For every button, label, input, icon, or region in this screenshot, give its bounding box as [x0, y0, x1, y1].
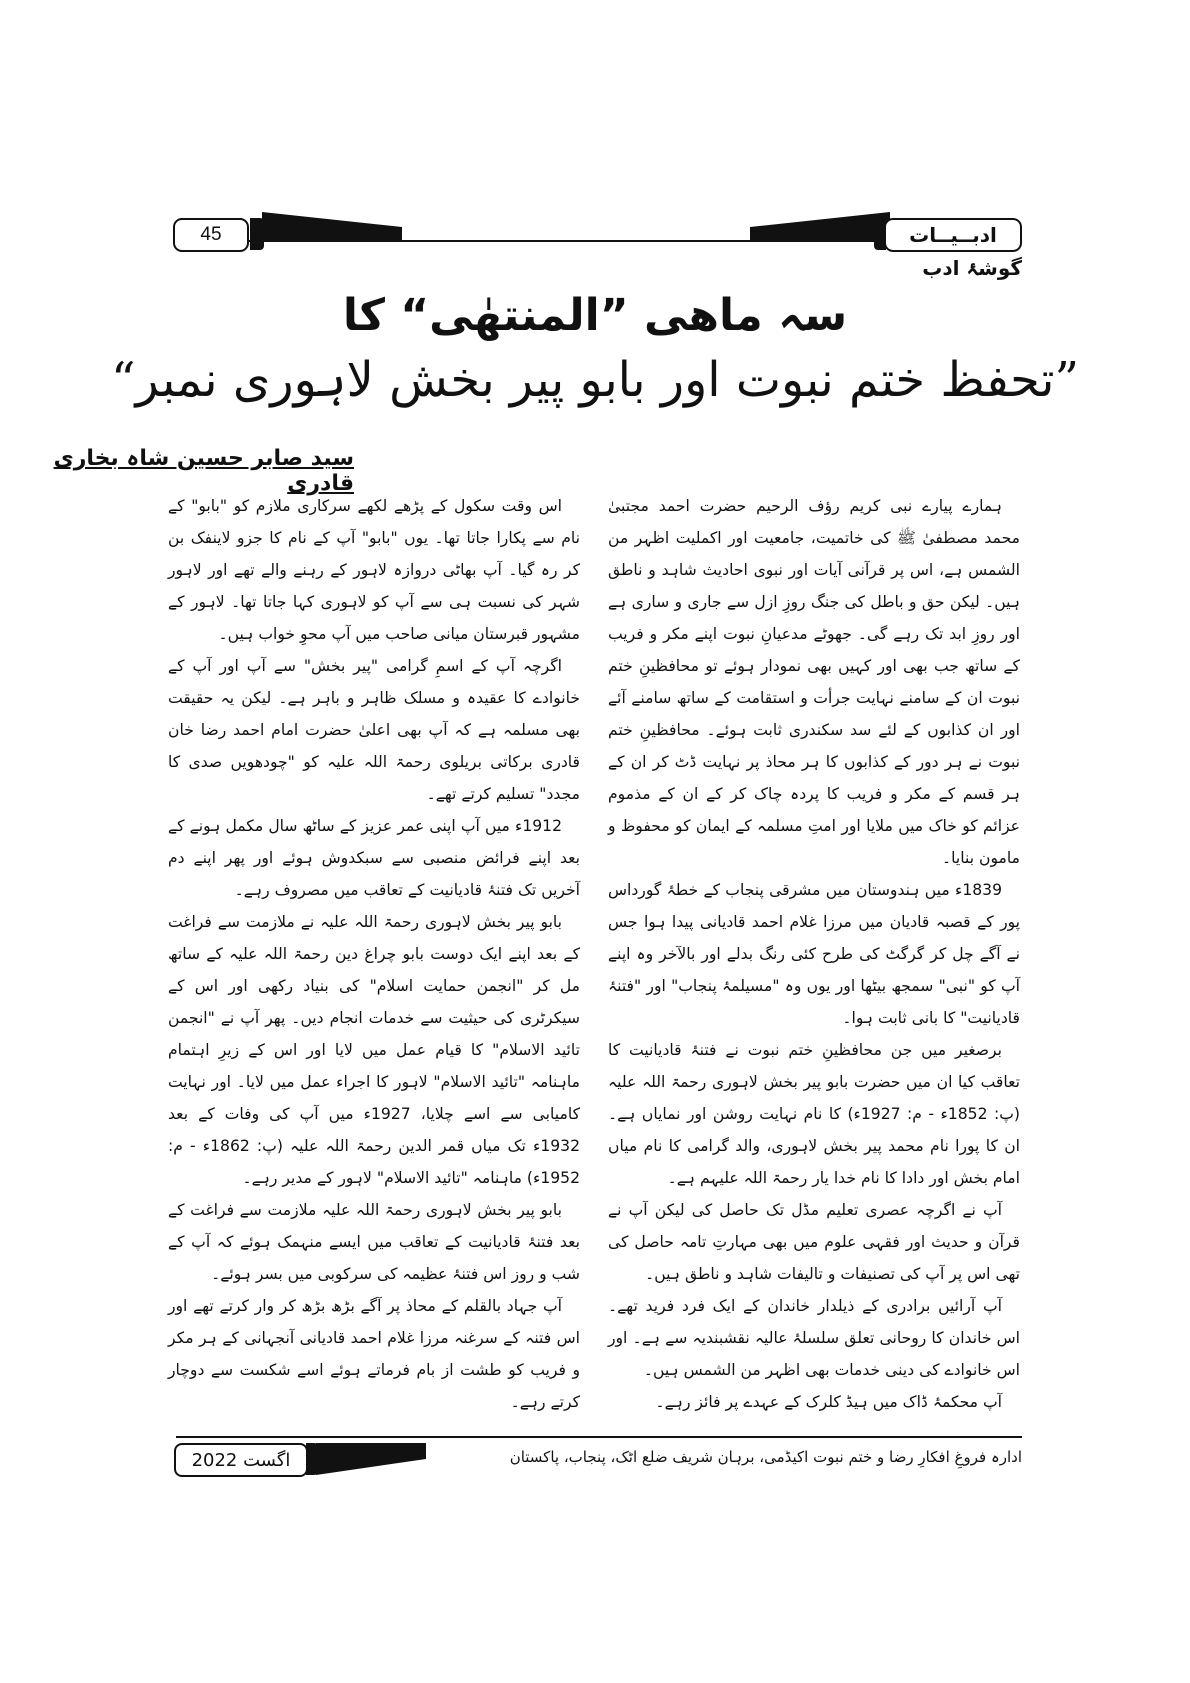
article-author: سید صابر حسین شاہ بخاری قادری — [53, 446, 354, 496]
paragraph: بابو پیر بخش لاہوری رحمۃ اللہ علیہ نے ملازمت سے فراغت کے بعد اپنے ایک دوست بابو چراغ دین رحمۃ اللہ علیہ کے ساتھ مل کر "انجمن حمایت اسلام" کی بنیاد رکھی اور اس کے سیکرٹری کی حیثیت سے خدمات انجام دیں۔ پھر آپ نے "انجمن تائید الاسلام" کا قیام عمل میں لایا اور اس کے زیرِ اہتمام ماہنامہ "تائید الاسلام" لاہور کا اجراء عمل میں لایا۔ اور نہایت کامیابی سے اسے چلایا، 1927ء میں آپ کی وفات کے بعد 1932ء تک میاں قمر الدین رحمۃ اللہ علیہ (پ: 1862ء - م: 1952ء) ماہنامہ "تائید الاسلام" لاہور کے مدیر رہے۔ — [168, 912, 580, 1187]
paragraph: بابو پیر بخش لاہوری رحمۃ اللہ علیہ ملازمت سے فراغت کے بعد فتنۂ قادیانیت کے تعاقب میں ایسے منہمک ہوئے کہ آپ کے شب و روز اس فتنۂ عظیمہ کی سرکوبی میں بسر ہوئے۔ — [168, 1200, 580, 1283]
paragraph: ہمارے پیارے نبی کریم رؤف الرحیم حضرت احمد مجتبیٰ محمد مصطفیٰ ﷺ کی خاتمیت، جامعیت اور اکملیت اظہر من الشمس ہے، اس پر قرآنی آیات اور نبوی احادیث شاہد و ناطق ہیں۔ لیکن حق و باطل کی جنگ روزِ ازل سے جاری و ساری ہے اور روزِ ابد تک رہے گی۔ جھوٹے مدعیانِ نبوت اپنے مکر و فریب کے ساتھ جب بھی اور کہیں بھی نمودار ہوئے تو محافظینِ ختم نبوت ان کے سامنے نہایت جرأت و استقامت کے ساتھ سامنے آئے اور ان کذابوں کے لئے سد سکندری ثابت ہوئے۔ محافظینِ ختم نبوت نے ہر دور کے کذابوں کا ہر محاذ پر نہایت ڈٹ کر ان کے ہر قسم کے مکر و فریب کا پردہ چاک کر کے ان کے مذموم عزائم کو خاک میں ملایا اور امتِ مسلمہ کے ایمان کو محفوظ و مامون بنایا۔ — [608, 497, 1020, 867]
header-right-wedge — [750, 212, 890, 242]
paragraph: 1839ء میں ہندوستان میں مشرقی پنجاب کے خطۂ گورداس پور کے قصبہ قادیان میں مرزا غلام احمد قادیانی پیدا ہوا جس نے آگے چل کر گرگٹ کی طرح کئی رنگ بدلے اور بالآخر وہ اپنے آپ کو "نبی" سمجھ بیٹھا اور یوں وہ "مسیلمۂ پنجاب" اور "فتنۂ قادیانیت" کا بانی ثابت ہوا۔ — [608, 880, 1020, 1027]
paragraph: 1912ء میں آپ اپنی عمر عزیز کے ساٹھ سال مکمل ہونے کے بعد اپنے فرائض منصبی سے سبکدوش ہوئے اور پھر اپنے دم آخریں تک فتنۂ قادیانیت کے تعاقب میں مصروف رہے۔ — [168, 816, 580, 899]
page-number: 45 — [173, 218, 249, 252]
paragraph: اگرچہ آپ کے اسمِ گرامی "پیر بخش" سے آپ اور آپ کے خانوادے کا عقیدہ و مسلک ظاہر و باہر ہے۔ لیکن یہ حقیقت بھی مسلمہ ہے کہ آپ بھی اعلیٰ حضرت امام احمد رضا خان قادری برکاتی بریلوی رحمۃ اللہ علیہ کو "چودھویں صدی کا مجدد" تسلیم کرتے تھے۔ — [168, 656, 580, 803]
paragraph: آپ نے اگرچہ عصری تعلیم مڈل تک حاصل کی لیکن آپ نے قرآن و حدیث اور فقہی علوم میں بھی مہارتِ تامہ حاصل کی تھی اس پر آپ کی تصنیفات و تالیفات شاہد و ناطق ہیں۔ — [608, 1200, 1020, 1283]
article-title-line2: ”تحفظ ختم نبوت اور بابو پیر بخش لاہوری نمبر“ — [110, 352, 1080, 408]
right-column — [608, 491, 1020, 1419]
footer-wedge — [316, 1443, 426, 1475]
section-label: ادبــیــات — [884, 218, 1022, 252]
paragraph: آپ محکمۂ ڈاک میں ہیڈ کلرک کے عہدے پر فائز رہے۔ — [655, 1392, 1002, 1411]
left-column — [168, 491, 580, 1419]
paragraph: برصغیر میں جن محافظینِ ختم نبوت نے فتنۂ قادیانیت کا تعاقب کیا ان میں حضرت بابو پیر بخش لاہوری رحمۃ اللہ علیہ (پ: 1852ء - م: 1927ء) کا نام نہایت روشن اور نمایاں ہے۔ ان کا پورا نام محمد پیر بخش لاہوری، والد گرامی کا نام میاں امام بخش اور دادا کا نام خدا یار رحمۃ اللہ علیہم ہے۔ — [608, 1040, 1020, 1187]
article-title-line1: سہ ماھی ”المنتھٰی“ کا — [342, 290, 848, 341]
paragraph: آپ آرائیں برادری کے ذیلدار خاندان کے ایک فرد فرید تھے۔ اس خاندان کا روحانی تعلق سلسلۂ عالیہ نقشبندیہ سے ہے۔ اور اس خانوادے کی دینی خدمات بھی اظہر من الشمس ہیں۔ — [608, 1296, 1020, 1379]
header-left-wedge — [262, 212, 402, 242]
issue-date: اگست 2022 — [174, 1443, 308, 1477]
footer-rule — [176, 1436, 1022, 1438]
paragraph: آپ جہاد بالقلم کے محاذ پر آگے بڑھ بڑھ کر وار کرتے تھے اور اس فتنہ کے سرغنہ مرزا غلام احمد قادیانی آنجہانی کے ہر مکر و فریب کو طشت از بام فرماتے ہوئے اسے شکست سے دوچار کرتے رہے۔ — [168, 1296, 580, 1411]
publisher-line: ادارہ فروغِ افکارِ رضا و ختم نبوت اکیڈمی، برہان شریف ضلع اٹک، پنجاب، پاکستان — [509, 1448, 1022, 1466]
paragraph: اس وقت سکول کے پڑھے لکھے سرکاری ملازم کو "بابو" کے نام سے پکارا جاتا تھا۔ یوں "بابو" آپ کے نام کا جزو لاینفک بن کر رہ گیا۔ آپ بھاٹی دروازہ لاہور کے رہنے والے تھے اور لاہور شہر کی نسبت ہی سے آپ کو لاہوری کہا جاتا تھا۔ لاہور کے مشہور قبرستان میانی صاحب میں آپ محوِ خواب ہیں۔ — [168, 497, 580, 643]
corner-label: گوشۂ ادب — [922, 256, 1022, 280]
